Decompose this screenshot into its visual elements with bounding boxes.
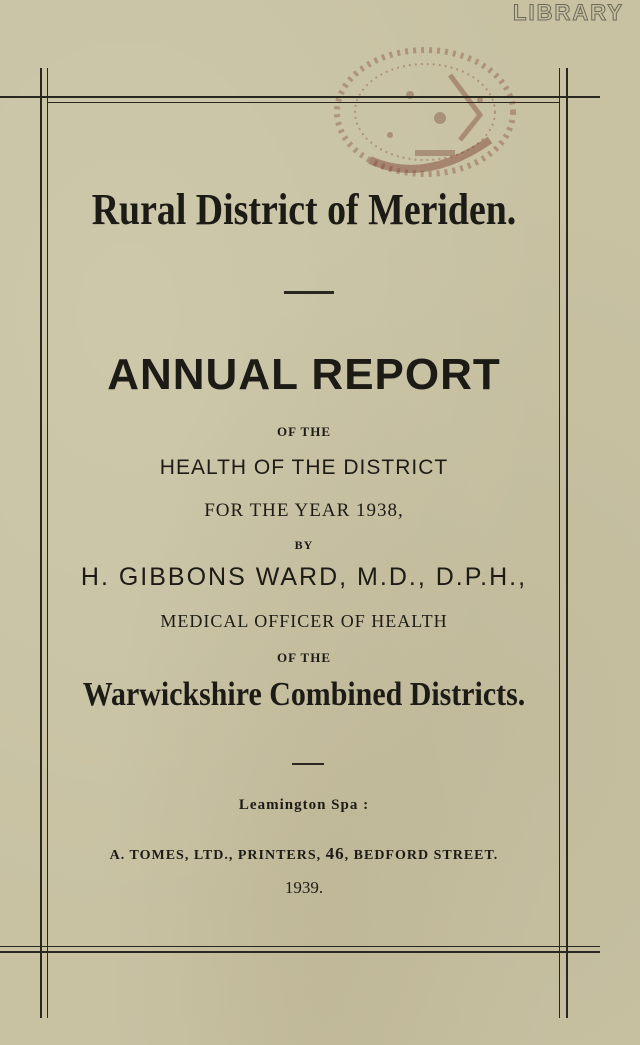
printer-line [40, 844, 568, 864]
frame-top-line [0, 96, 600, 98]
printer-line-prefix: A. TOMES, LTD., PRINTERS, [109, 848, 326, 863]
title-rule [284, 291, 334, 294]
of-the-label-2: OF THE [276, 650, 332, 665]
of-the-label-1: OF THE [276, 424, 332, 439]
frame-bottom-line-inner [0, 946, 600, 947]
author-role: MEDICAL OFFICER OF HEALTH [160, 611, 448, 631]
seal-stamp-icon [330, 40, 520, 185]
document-title: Rural District of Meriden. [91, 185, 517, 234]
print-year: 1939. [284, 878, 324, 897]
library-stamp: LIBRARY [513, 0, 624, 25]
printer-line-suffix: , BEDFORD STREET. [344, 848, 499, 863]
printer-street-number: 46 [325, 844, 345, 863]
report-heading: ANNUAL REPORT [107, 350, 501, 399]
report-period: FOR THE YEAR 1938, [204, 500, 404, 521]
author-name: H. GIBBONS WARD, M.D., D.P.H., [80, 563, 528, 591]
authority-name: Warwickshire Combined Districts. [82, 676, 526, 713]
authority-rule [292, 763, 324, 765]
report-subject: HEALTH OF THE DISTRICT [159, 456, 449, 479]
frame-top-line-inner [48, 102, 559, 103]
publication-place: Leamington Spa : [238, 797, 370, 813]
by-label: BY [294, 538, 314, 552]
frame-bottom-line [0, 951, 600, 953]
